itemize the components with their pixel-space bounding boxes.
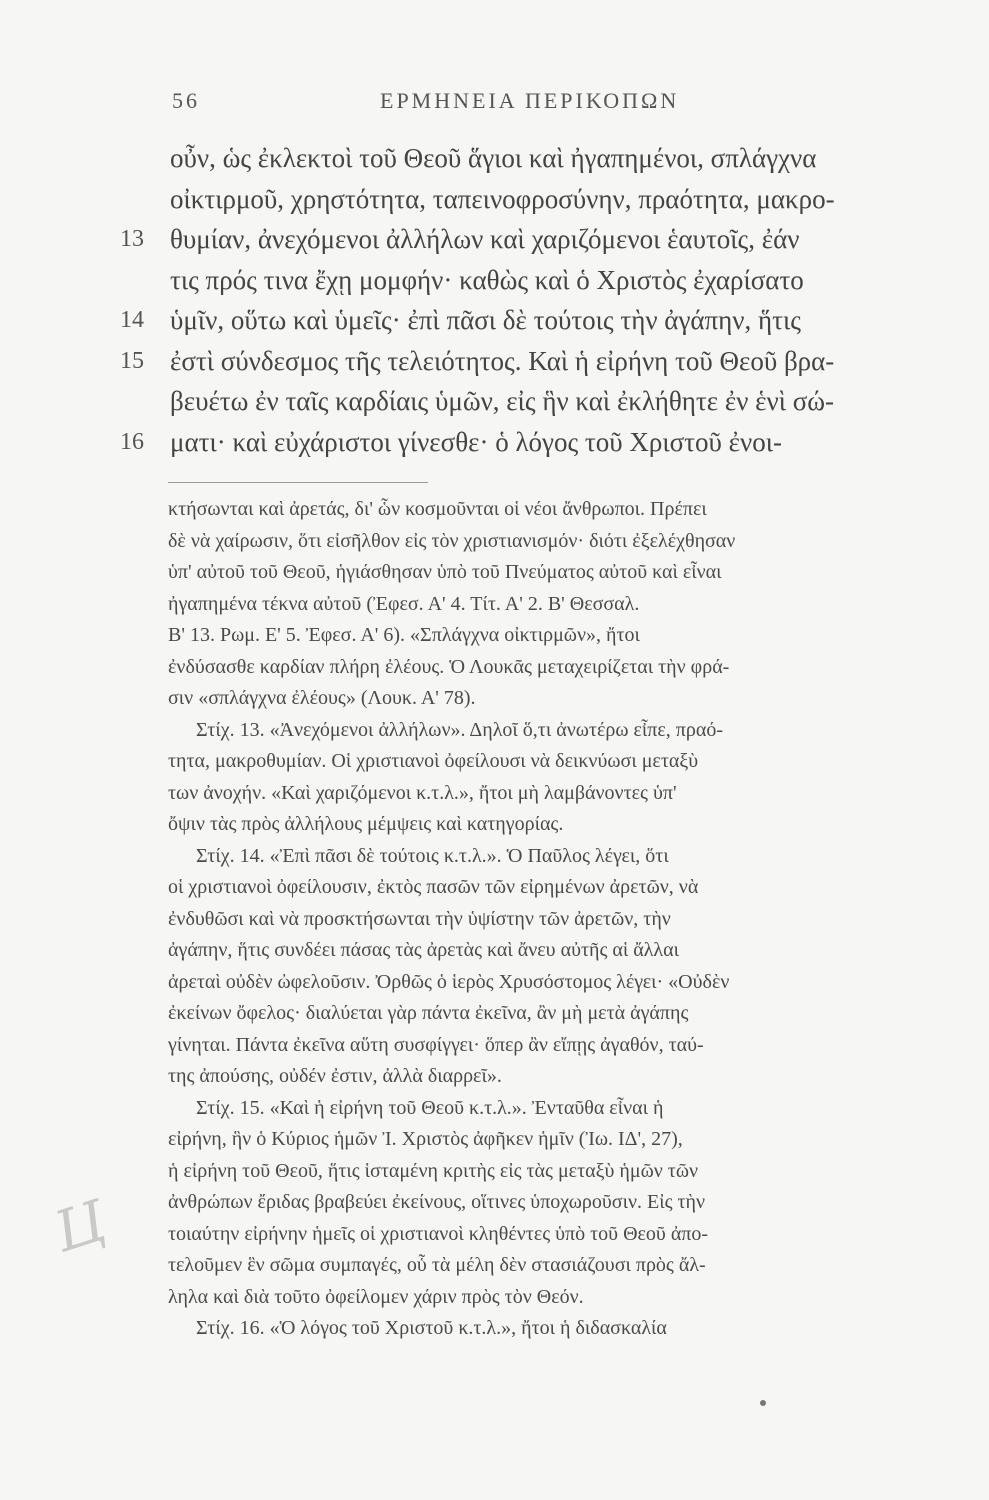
scripture-line-text: ματι· καὶ εὐχάριστοι γίνεσθε· ὁ λόγος τοῦ Χριστοῦ ἐνοι- bbox=[170, 426, 782, 457]
commentary-line: των ἀνοχήν. «Καὶ χαριζόμενοι κ.τ.λ.», ἤτοι μὴ λαμβάνοντες ὑπ' bbox=[168, 781, 677, 804]
scripture-line bbox=[120, 219, 920, 260]
scripture-text bbox=[120, 138, 920, 462]
scripture-line bbox=[120, 300, 920, 341]
handwritten-mark: Ц bbox=[46, 1188, 114, 1266]
commentary-line: Στίχ. 16. «Ὁ λόγος τοῦ Χριστοῦ κ.τ.λ.», ἤτοι ἡ διδασκαλία bbox=[196, 1317, 667, 1339]
commentary-line: ἀνθρώπων ἔριδας βραβεύει ἐκείνους, οἵτινες ὑποχωροῦσιν. Εἰς τὴν bbox=[168, 1191, 706, 1213]
commentary-line: δὲ νὰ χαίρωσιν, ὅτι εἰσῆλθον εἰς τὸν χριστιανισμόν· διότι ἐξελέχθησαν bbox=[168, 529, 736, 552]
commentary-line: ἐνδυθῶσι καὶ νὰ προσκτήσωνται τὴν ὑψίστην τῶν ἀρετῶν, τὴν bbox=[168, 907, 671, 930]
scripture-line-text: ἐστὶ σύνδεσμος τῆς τελειότητος. Καὶ ἡ εἰρήνη τοῦ Θεοῦ βρα- bbox=[170, 345, 835, 376]
scripture-line-text: οὖν, ὡς ἐκλεκτοὶ τοῦ Θεοῦ ἅγιοι καὶ ἠγαπημένοι, σπλάγχνα bbox=[170, 143, 817, 173]
running-title: ΕΡΜΗΝΕΙΑ ΠΕΡΙΚΟΠΩΝ bbox=[380, 88, 680, 113]
scripture-line bbox=[120, 179, 920, 220]
commentary-line: γίνηται. Πάντα ἐκεῖνα αὕτη συσφίγγει· ὅπερ ἂν εἴπῃς ἀγαθόν, ταύ- bbox=[168, 1033, 704, 1056]
page-number: 56 bbox=[172, 88, 200, 113]
page-header bbox=[170, 78, 910, 118]
commentary-line: ἀρεταὶ οὐδὲν ὠφελοῦσιν. Ὀρθῶς ὁ ἱερὸς Χρυσόστομος λέγει· «Οὐδὲν bbox=[168, 970, 730, 993]
commentary-line: κτήσωνται καὶ ἀρετάς, δι' ὧν κοσμοῦνται οἱ νέοι ἄνθρωποι. Πρέπει bbox=[168, 498, 707, 520]
scripture-line bbox=[120, 422, 920, 463]
commentary-line: ὄψιν τὰς πρὸς ἀλλήλους μέμψεις καὶ κατηγορίας. bbox=[168, 813, 564, 835]
commentary-line: ληλα καὶ διὰ τοῦτο ὀφείλομεν χάριν πρὸς τὸν Θεόν. bbox=[168, 1285, 584, 1308]
commentary-line: Στίχ. 13. «Ἀνεχόμενοι ἀλλήλων». Δηλοῖ ὅ,τι ἀνωτέρω εἶπε, πραό- bbox=[196, 718, 723, 741]
verse-number: 15 bbox=[120, 347, 144, 374]
scripture-line bbox=[120, 260, 920, 301]
commentary-line: ὑπ' αὐτοῦ τοῦ Θεοῦ, ἡγιάσθησαν ὑπὸ τοῦ Πνεύματος αὐτοῦ καὶ εἶναι bbox=[168, 561, 722, 583]
scripture-line bbox=[120, 381, 920, 422]
commentary-line: Β' 13. Ρωμ. Ε' 5. Ἐφεσ. Α' 6). «Σπλάγχνα οἰκτιρμῶν», ἤτοι bbox=[168, 624, 640, 646]
ink-dot bbox=[760, 1400, 766, 1406]
scripture-line-text: ὑμῖν, οὕτω καὶ ὑμεῖς· ἐπὶ πᾶσι δὲ τούτοις τὴν ἀγάπην, ἥτις bbox=[170, 305, 801, 335]
commentary-line: σιν «σπλάγχνα ἐλέους» (Λουκ. Α' 78). bbox=[168, 687, 476, 709]
scripture-line bbox=[120, 341, 920, 382]
commentary-line: Στίχ. 14. «Ἐπὶ πᾶσι δὲ τούτοις κ.τ.λ.». Ὁ Παῦλος λέγει, ὅτι bbox=[196, 844, 669, 867]
scripture-line-text: θυμίαν, ἀνεχόμενοι ἀλλήλων καὶ χαριζόμενοι ἑαυτοῖς, ἐάν bbox=[170, 224, 800, 254]
commentary-line: ἐνδύσασθε καρδίαν πλήρη ἐλέους. Ὁ Λουκᾶς μεταχειρίζεται τὴν φρά- bbox=[168, 655, 730, 678]
commentary-line: ἠγαπημένα τέκνα αὐτοῦ (Ἐφεσ. Α' 4. Τίτ. Α' 2. Β' Θεσσαλ. bbox=[168, 592, 640, 615]
commentary-line: ἡ εἰρήνη τοῦ Θεοῦ, ἥτις ἱσταμένη κριτὴς εἰς τὰς μεταξὺ ἡμῶν τῶν bbox=[168, 1159, 699, 1182]
commentary-line: τοιαύτην εἰρήνην ἡμεῖς οἱ χριστιανοὶ κληθέντες ὑπὸ τοῦ Θεοῦ ἀπο- bbox=[168, 1222, 709, 1245]
commentary-line: ἀγάπην, ἥτις συνδέει πάσας τὰς ἀρετὰς καὶ ἄνευ αὐτῆς αἱ ἄλλαι bbox=[168, 939, 679, 961]
verse-number: 13 bbox=[120, 226, 144, 252]
verse-number: 16 bbox=[120, 428, 144, 455]
commentary-text bbox=[168, 494, 920, 1345]
commentary-line: τελοῦμεν ἓν σῶμα συμπαγές, οὗ τὰ μέλη δὲν στασιάζουσι πρὸς ἄλ- bbox=[168, 1254, 706, 1276]
scripture-line-text: βευέτω ἐν ταῖς καρδίαις ὑμῶν, εἰς ἣν καὶ ἐκλήθητε ἐν ἑνὶ σώ- bbox=[170, 386, 835, 416]
commentary-line: τητα, μακροθυμίαν. Οἱ χριστιανοὶ ὀφείλουσι νὰ δεικνύωσι μεταξὺ bbox=[168, 750, 699, 772]
commentary-line: της ἀπούσης, οὐδέν ἐστιν, ἀλλὰ διαρρεῖ». bbox=[168, 1065, 502, 1087]
commentary-line: ἐκείνων ὄφελος· διαλύεται γὰρ πάντα ἐκεῖνα, ἂν μὴ μετὰ ἀγάπης bbox=[168, 1002, 689, 1024]
commentary-line: εἰρήνη, ἣν ὁ Κύριος ἡμῶν Ἰ. Χριστὸς ἀφῆκεν ἡμῖν (Ἰω. ΙΔ', 27), bbox=[168, 1128, 683, 1150]
commentary-line: οἱ χριστιανοὶ ὀφείλουσιν, ἐκτὸς πασῶν τῶν εἰρημένων ἀρετῶν, νὰ bbox=[168, 876, 699, 898]
scripture-line-text: τις πρός τινα ἔχῃ μομφήν· καθὼς καὶ ὁ Χριστὸς ἐχαρίσατο bbox=[170, 264, 804, 295]
scripture-line-text: οἰκτιρμοῦ, χρηστότητα, ταπεινοφροσύνην, πραότητα, μακρο- bbox=[170, 183, 835, 214]
verse-number: 14 bbox=[120, 307, 144, 333]
footnote-divider bbox=[168, 482, 428, 483]
commentary-line: Στίχ. 15. «Καὶ ἡ εἰρήνη τοῦ Θεοῦ κ.τ.λ.». Ἐνταῦθα εἶναι ἡ bbox=[196, 1096, 664, 1119]
scripture-line bbox=[120, 138, 920, 179]
